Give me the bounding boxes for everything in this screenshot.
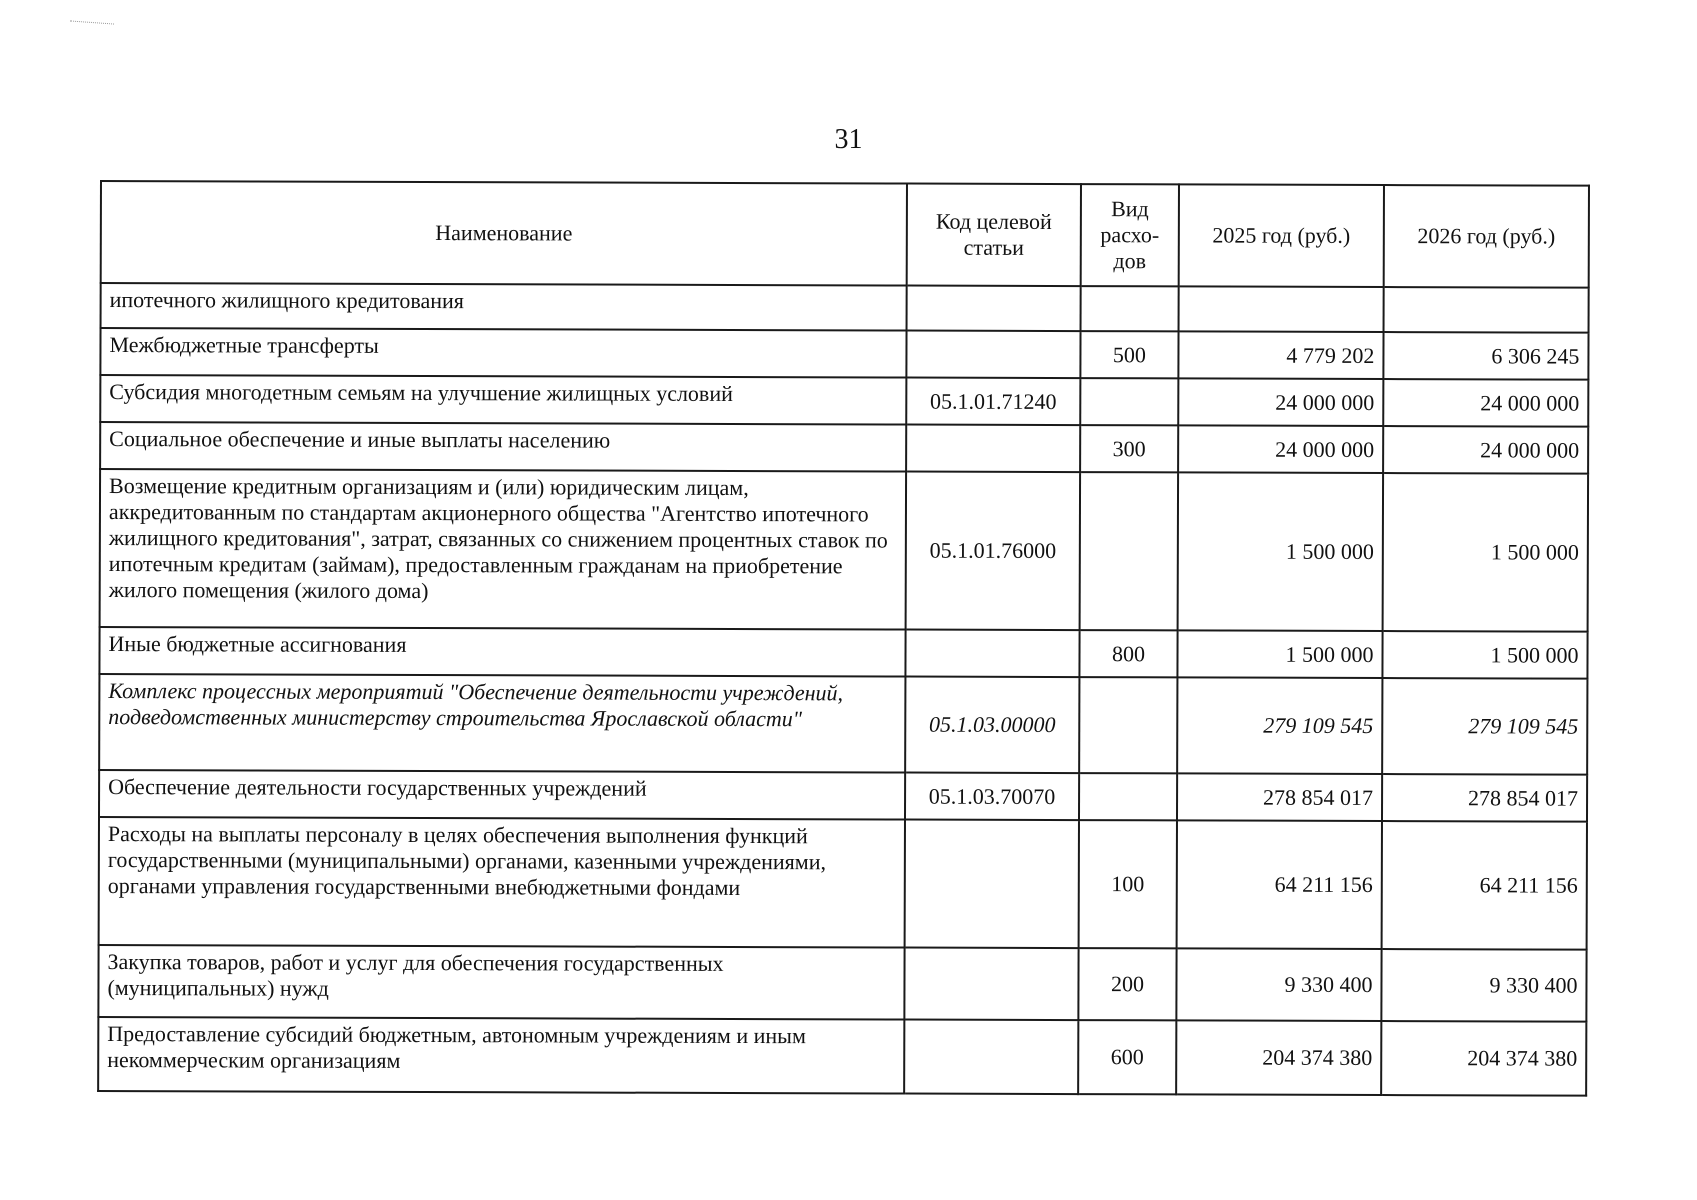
table-row: [98, 945, 1586, 1022]
cell-year-2026: 1 500 000: [1383, 473, 1588, 632]
table-row: [101, 283, 1589, 333]
table-row: [98, 1017, 1586, 1096]
header-expense-kind: Вид расхо-дов: [1081, 184, 1179, 286]
cell-year-2026: 9 330 400: [1381, 949, 1586, 1022]
cell-name: Иные бюджетные ассигнования: [99, 627, 905, 677]
cell-kind: 500: [1080, 331, 1178, 378]
cell-code: [905, 630, 1079, 678]
table-row: [100, 469, 1588, 632]
table-header-row: [101, 181, 1589, 288]
cell-kind: [1079, 677, 1177, 773]
table-row: [100, 328, 1588, 380]
header-target-code: Код целевой статьи: [907, 184, 1081, 287]
cell-year-2025: 1 500 000: [1177, 630, 1382, 678]
cell-name: ипотечного жилищного кредитования: [101, 283, 907, 331]
cell-name: Предоставление субсидий бюджетным, автономным учреждениям и иным некоммерческим организациям: [98, 1017, 904, 1094]
header-year-2025: 2025 год (руб.): [1179, 184, 1384, 287]
cell-code: [906, 331, 1080, 379]
budget-table: [97, 180, 1590, 1097]
cell-kind: [1079, 773, 1177, 820]
cell-kind: [1080, 472, 1178, 630]
cell-code: [904, 948, 1078, 1021]
cell-year-2025: 204 374 380: [1176, 1020, 1381, 1095]
header-year-2026: 2026 год (руб.): [1384, 185, 1589, 288]
cell-year-2025: 24 000 000: [1178, 425, 1383, 473]
cell-code: [906, 425, 1080, 473]
cell-name: Социальное обеспечение и иные выплаты населению: [100, 422, 906, 472]
cell-year-2025: 278 854 017: [1177, 773, 1382, 821]
cell-year-2026: 64 211 156: [1382, 821, 1587, 950]
table-row: [99, 770, 1587, 822]
scan-artifact: [70, 20, 114, 26]
cell-name: Межбюджетные трансферты: [100, 328, 906, 378]
cell-name: Субсидия многодетным семьям на улучшение жилищных условий: [100, 375, 906, 425]
cell-kind: 200: [1078, 948, 1176, 1020]
cell-kind: 100: [1079, 820, 1177, 948]
table-row: [100, 422, 1588, 474]
cell-year-2025: [1179, 286, 1384, 332]
cell-name: Обеспечение деятельности государственных учреждений: [99, 770, 905, 820]
cell-year-2026: 204 374 380: [1381, 1021, 1586, 1096]
budget-table-container: [97, 180, 1588, 1097]
page-number: 31: [834, 124, 863, 155]
cell-year-2026: 279 109 545: [1382, 678, 1587, 775]
cell-year-2026: [1384, 287, 1589, 333]
cell-year-2025: 9 330 400: [1176, 948, 1381, 1021]
cell-code: 05.1.01.76000: [906, 472, 1080, 631]
cell-code: [904, 1020, 1078, 1095]
cell-kind: 800: [1079, 630, 1177, 677]
cell-name: Расходы на выплаты персоналу в целях обеспечения выполнения функций государственными (муниципальными) органами, казенными учреждениями, органами управления государственными внебюджетными фондами: [99, 817, 905, 948]
cell-year-2026: 24 000 000: [1383, 426, 1588, 474]
cell-code: 05.1.03.00000: [905, 677, 1079, 774]
cell-kind: [1080, 378, 1178, 425]
cell-year-2026: 24 000 000: [1383, 379, 1588, 427]
cell-name: Закупка товаров, работ и услуг для обеспечения государственных (муниципальных) нужд: [98, 945, 904, 1020]
cell-kind: [1081, 286, 1179, 331]
cell-year-2026: 6 306 245: [1383, 332, 1588, 380]
cell-code: [907, 286, 1081, 332]
header-name: Наименование: [101, 181, 907, 286]
cell-code: 05.1.01.71240: [906, 378, 1080, 426]
cell-kind: 300: [1080, 425, 1178, 472]
cell-name: Возмещение кредитным организациям и (или) юридическим лицам, аккредитованным по стандартам акционерного общества "Агентство ипотечного жилищного кредитования", затрат, связанных со снижением процентных ставок по ипотечным кредитам (займам), предоставленным гражданам на приобретение жилого помещения (жилого дома): [100, 469, 906, 630]
table-row: [99, 627, 1587, 679]
cell-year-2025: 64 211 156: [1177, 820, 1382, 949]
cell-year-2026: 278 854 017: [1382, 774, 1587, 822]
cell-name: Комплекс процессных мероприятий "Обеспечение деятельности учреждений, подведомственных министерству строительства Ярославской области": [99, 674, 905, 773]
cell-year-2025: 4 779 202: [1178, 331, 1383, 379]
cell-year-2025: 279 109 545: [1177, 677, 1382, 774]
table-row: [99, 817, 1587, 950]
cell-year-2026: 1 500 000: [1382, 631, 1587, 679]
table-row: [100, 375, 1588, 427]
cell-kind: 600: [1078, 1020, 1176, 1094]
cell-year-2025: 1 500 000: [1178, 472, 1383, 631]
cell-code: 05.1.03.70070: [905, 773, 1079, 821]
cell-code: [905, 820, 1079, 949]
table-row: [99, 674, 1587, 775]
cell-year-2025: 24 000 000: [1178, 378, 1383, 426]
